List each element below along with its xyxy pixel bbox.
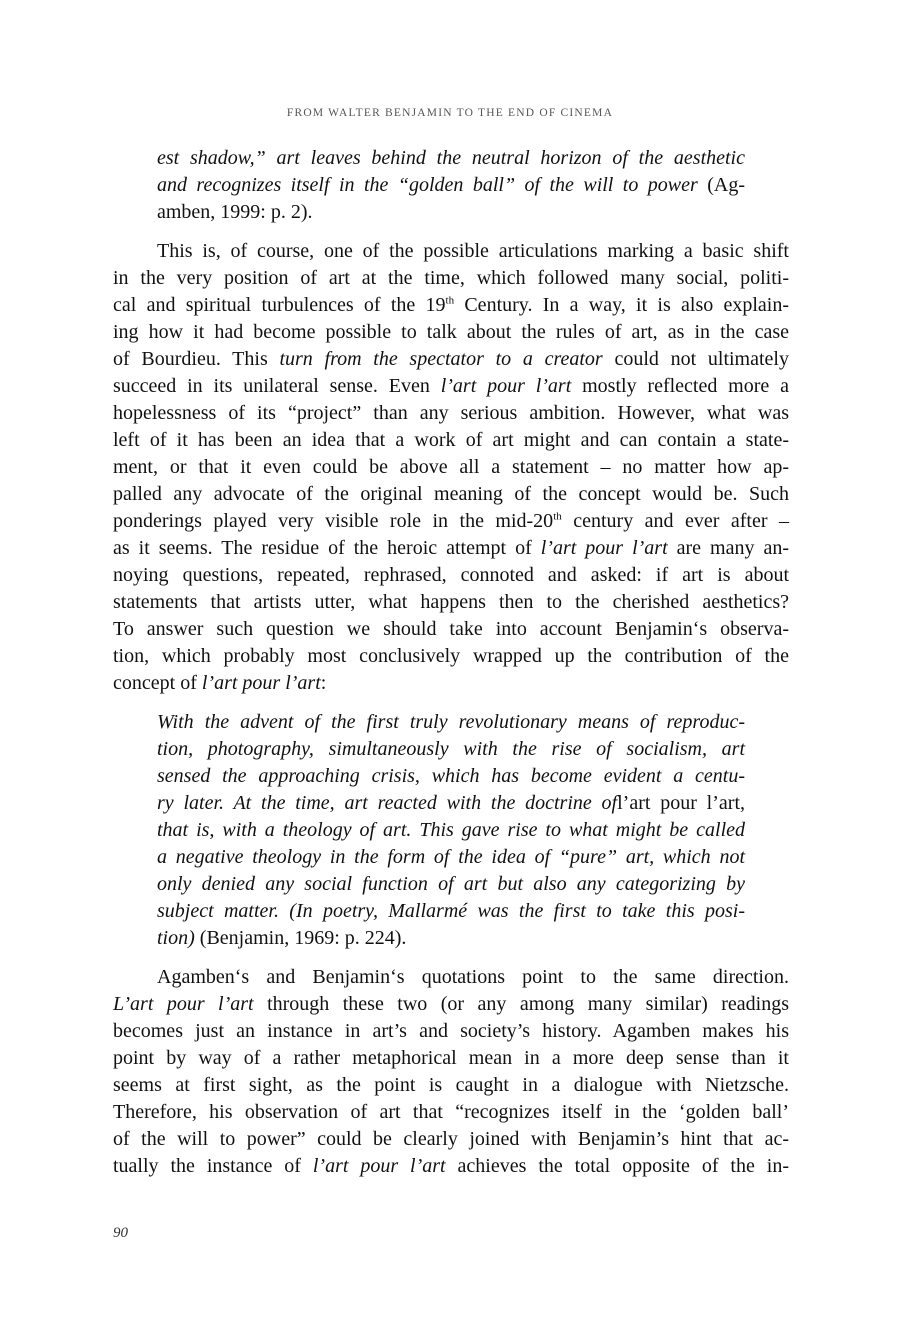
page-number: 90 xyxy=(113,1225,128,1241)
text-line: amben, 1999: p. 2). xyxy=(157,201,313,223)
text-line: left of it has been an idea that a work of art might and can contain a state- xyxy=(113,429,789,451)
text-line: becomes just an instance in art’s and society’s history. Agamben makes his xyxy=(113,1020,789,1042)
text-segment: cal and spiritual turbulences of the 19 xyxy=(113,294,446,316)
text-line: palled any advocate of the original meaning of the concept would be. Such xyxy=(113,483,789,505)
text-line: in the very position of art at the time, which followed many social, politi- xyxy=(113,267,789,289)
text-line: sensed the approaching crisis, which has become evident a centu- xyxy=(157,765,745,787)
text-segment: could not ultimately xyxy=(602,348,789,370)
text-line xyxy=(113,508,789,535)
block-quote-continued xyxy=(113,145,789,226)
text-segment: are many an- xyxy=(667,537,789,559)
text-line: Therefore, his observation of art that “recognizes itself in the ‘golden ball’ xyxy=(113,1101,789,1123)
italic-segment: L’art pour l’art xyxy=(113,993,254,1015)
superscript: th xyxy=(445,294,455,307)
text-line: subject matter. (In poetry, Mallarmé was the first to take this posi- xyxy=(157,900,745,922)
quote-text: tion) xyxy=(157,927,195,949)
text-line xyxy=(113,991,789,1018)
italic-segment: l’art pour l’art xyxy=(312,1155,446,1177)
text-line: To answer such question we should take into account Benjamin‘s observa- xyxy=(113,618,789,640)
paragraph xyxy=(113,964,789,1180)
text-line: hopelessness of its “project” than any serious ambition. However, what was xyxy=(113,402,789,424)
text-line xyxy=(113,670,789,697)
text-line: of the will to power” could be clearly joined with Benjamin’s hint that ac- xyxy=(113,1128,789,1150)
text-line: tion, photography, simultaneously with the rise of socialism, art xyxy=(157,738,745,760)
quote-text: ry later. At the time, art reacted with the doctrine of xyxy=(157,792,618,814)
text-line xyxy=(113,172,789,199)
text-line: ing how it had become possible to talk about the rules of art, as in the case xyxy=(113,321,789,343)
text-segment: concept of xyxy=(113,672,202,694)
italic-segment: l’art pour l’art xyxy=(540,537,668,559)
quote-text: and recognizes itself in the “golden ball” of the will to power xyxy=(157,174,698,196)
text-line: tion, which probably most conclusively wrapped up the contribution of the xyxy=(113,645,789,667)
text-segment: tually the instance of xyxy=(113,1155,313,1177)
page-body xyxy=(113,145,789,1180)
roman-segment: l’art pour l’art, xyxy=(617,792,745,814)
text-line: With the advent of the first truly revolutionary means of reproduc- xyxy=(157,711,745,733)
text-line: statements that artists utter, what happens then to the cherished aesthetics? xyxy=(113,591,789,613)
text-line: Agamben‘s and Benjamin‘s quotations point to the same direction. xyxy=(157,966,789,988)
text-line: This is, of course, one of the possible articulations marking a basic shift xyxy=(157,240,789,262)
text-line xyxy=(113,1153,789,1180)
text-segment: century and ever after – xyxy=(561,510,789,532)
text-line xyxy=(113,373,789,400)
italic-segment: l’art pour l’art xyxy=(201,672,321,694)
text-line: seems at first sight, as the point is caught in a dialogue with Nietzsche. xyxy=(113,1074,789,1096)
text-segment: through these two (or any among many similar) readings xyxy=(253,993,789,1015)
text-segment: mostly reflected more a xyxy=(571,375,789,397)
text-line xyxy=(113,346,789,373)
text-line: only denied any social function of art but also any categorizing by xyxy=(157,873,745,895)
text-line: ment, or that it even could be above all a statement – no matter how ap- xyxy=(113,456,789,478)
superscript: th xyxy=(553,510,562,523)
text-segment: ponderings played very visible role in the mid-20 xyxy=(113,510,554,532)
running-header: FROM WALTER BENJAMIN TO THE END OF CINEMA xyxy=(286,107,614,119)
text-line xyxy=(113,790,789,817)
text-line: a negative theology in the form of the idea of “pure” art, which not xyxy=(157,846,745,868)
text-segment: as it seems. The residue of the heroic attempt of xyxy=(113,537,541,559)
text-segment: succeed in its unilateral sense. Even xyxy=(113,375,441,397)
citation-text: (Benjamin, 1969: p. 224). xyxy=(194,927,407,949)
text-line xyxy=(113,292,789,319)
text-line: est shadow,” art leaves behind the neutral horizon of the aesthetic xyxy=(157,147,745,169)
paragraph xyxy=(113,238,789,697)
italic-segment: turn from the spectator to a creator xyxy=(279,348,603,370)
text-segment: of Bourdieu. This xyxy=(113,348,280,370)
text-line: point by way of a rather metaphorical mean in a more deep sense than it xyxy=(113,1047,789,1069)
text-line xyxy=(113,925,789,952)
text-line xyxy=(113,535,789,562)
block-quote xyxy=(113,709,789,952)
italic-segment: l’art pour l’art xyxy=(440,375,572,397)
citation-text: (Ag- xyxy=(697,174,745,196)
text-line: noying questions, repeated, rephrased, connoted and asked: if art is about xyxy=(113,564,789,586)
text-segment: Century. In a way, it is also explain- xyxy=(454,294,790,316)
text-line: that is, with a theology of art. This gave rise to what might be called xyxy=(157,819,745,841)
text-segment: : xyxy=(320,672,327,694)
text-segment: achieves the total opposite of the in- xyxy=(445,1155,789,1177)
